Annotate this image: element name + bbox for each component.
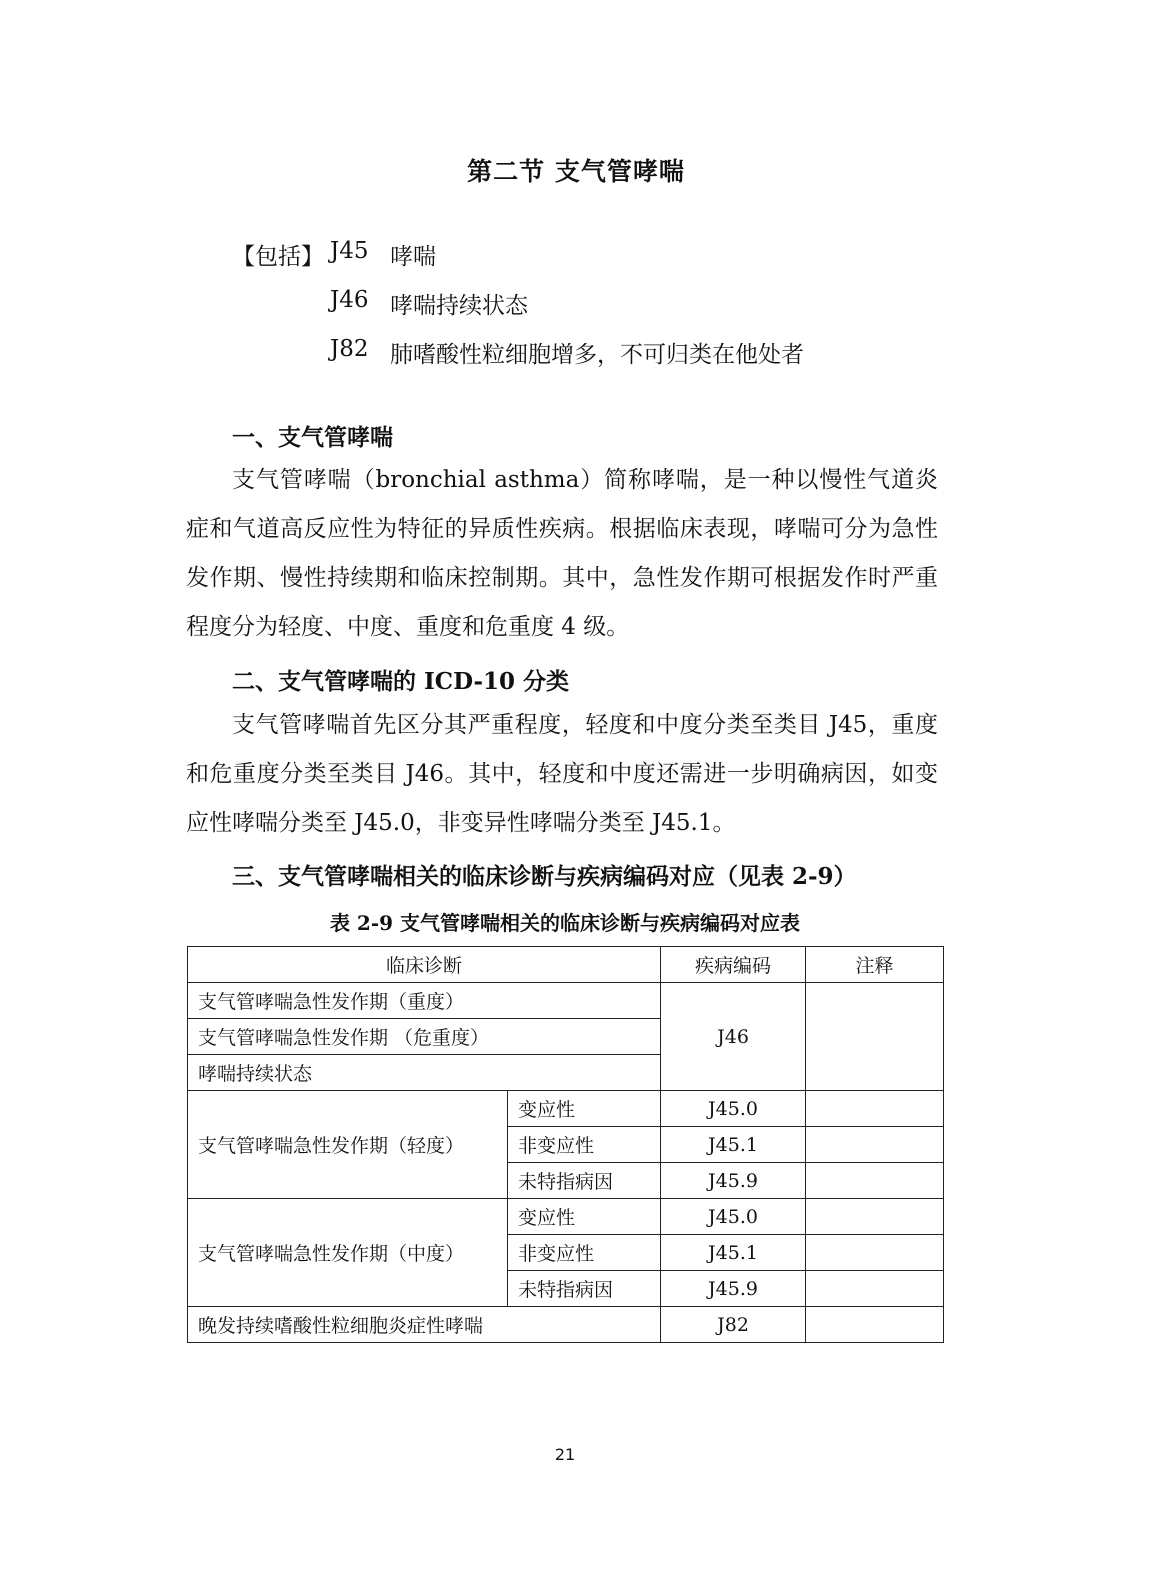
section-heading: 三、支气管哮喘相关的临床诊断与疾病编码对应（见表 2-9）: [232, 863, 857, 890]
table-caption: 表 2-9 支气管哮喘相关的临床诊断与疾病编码对应表: [329, 911, 801, 935]
subtype-cell: 非变应性: [508, 1235, 661, 1271]
code-cell: J45.0: [661, 1091, 806, 1127]
table-row: [188, 1307, 944, 1343]
notes-cell: [806, 1307, 944, 1343]
section-paragraph: 支气管哮喘首先区分其严重程度，轻度和中度分类至类目 J45，重度和危重度分类至类目 J46。其中，轻度和中度还需进一步明确病因，如变应性哮喘分类至 J45.0，非变异性哮喘分类至 J45.1。: [186, 712, 938, 836]
section-title: 第二节 支气管哮喘: [467, 157, 685, 186]
include-desc: 肺嗜酸性粒细胞增多，不可归类在他处者: [390, 342, 804, 368]
section-heading: 二、支气管哮喘的 ICD-10 分类: [232, 668, 570, 695]
code-cell: J45.1: [661, 1127, 806, 1163]
subtype-cell: 非变应性: [508, 1127, 661, 1163]
diagnosis-cell: 支气管哮喘急性发作期（重度）: [188, 983, 661, 1019]
page-number: 21: [554, 1445, 576, 1464]
include-code: J82: [330, 336, 369, 362]
notes-cell: [806, 1199, 944, 1235]
diagnosis-cell: 支气管哮喘急性发作期（轻度）: [188, 1091, 508, 1199]
section-heading: 一、支气管哮喘: [232, 424, 393, 451]
notes-cell: [806, 1091, 944, 1127]
includes-label: 【包括】: [232, 244, 324, 270]
diagnosis-cell: 晚发持续嗜酸性粒细胞炎症性哮喘: [188, 1307, 661, 1343]
diagnosis-cell: 支气管哮喘急性发作期 （危重度）: [188, 1019, 661, 1055]
diagnosis-cell: 支气管哮喘急性发作期（中度）: [188, 1199, 508, 1307]
subtype-cell: 变应性: [508, 1199, 661, 1235]
include-code: J45: [330, 238, 369, 264]
notes-cell: [806, 983, 944, 1091]
include-desc: 哮喘持续状态: [390, 293, 528, 319]
notes-cell: [806, 1235, 944, 1271]
code-cell: J46: [661, 983, 806, 1091]
subtype-cell: 未特指病因: [508, 1271, 661, 1307]
header-diagnosis: 临床诊断: [188, 947, 661, 983]
include-desc: 哮喘: [390, 244, 436, 270]
notes-cell: [806, 1127, 944, 1163]
section-paragraph: 支气管哮喘（bronchial asthma）简称哮喘，是一种以慢性气道炎症和气道高反应性为特征的异质性疾病。根据临床表现，哮喘可分为急性发作期、慢性持续期和临床控制期。其中，急性发作期可根据发作时严重程度分为轻度、中度、重度和危重度 4 级。: [186, 467, 938, 640]
notes-cell: [806, 1271, 944, 1307]
code-cell: J45.9: [661, 1271, 806, 1307]
notes-cell: [806, 1163, 944, 1199]
subtype-cell: 未特指病因: [508, 1163, 661, 1199]
table-row: [188, 1091, 944, 1127]
table-row: [188, 983, 944, 1019]
subtype-cell: 变应性: [508, 1091, 661, 1127]
include-code: J46: [330, 287, 369, 313]
header-notes: 注释: [806, 947, 944, 983]
table-header-row: [188, 947, 944, 983]
code-cell: J82: [661, 1307, 806, 1343]
diagnosis-cell: 哮喘持续状态: [188, 1055, 661, 1091]
code-cell: J45.1: [661, 1235, 806, 1271]
table-row: [188, 1199, 944, 1235]
code-cell: J45.9: [661, 1163, 806, 1199]
code-cell: J45.0: [661, 1199, 806, 1235]
header-code: 疾病编码: [661, 947, 806, 983]
diagnosis-code-table: [187, 946, 944, 1343]
